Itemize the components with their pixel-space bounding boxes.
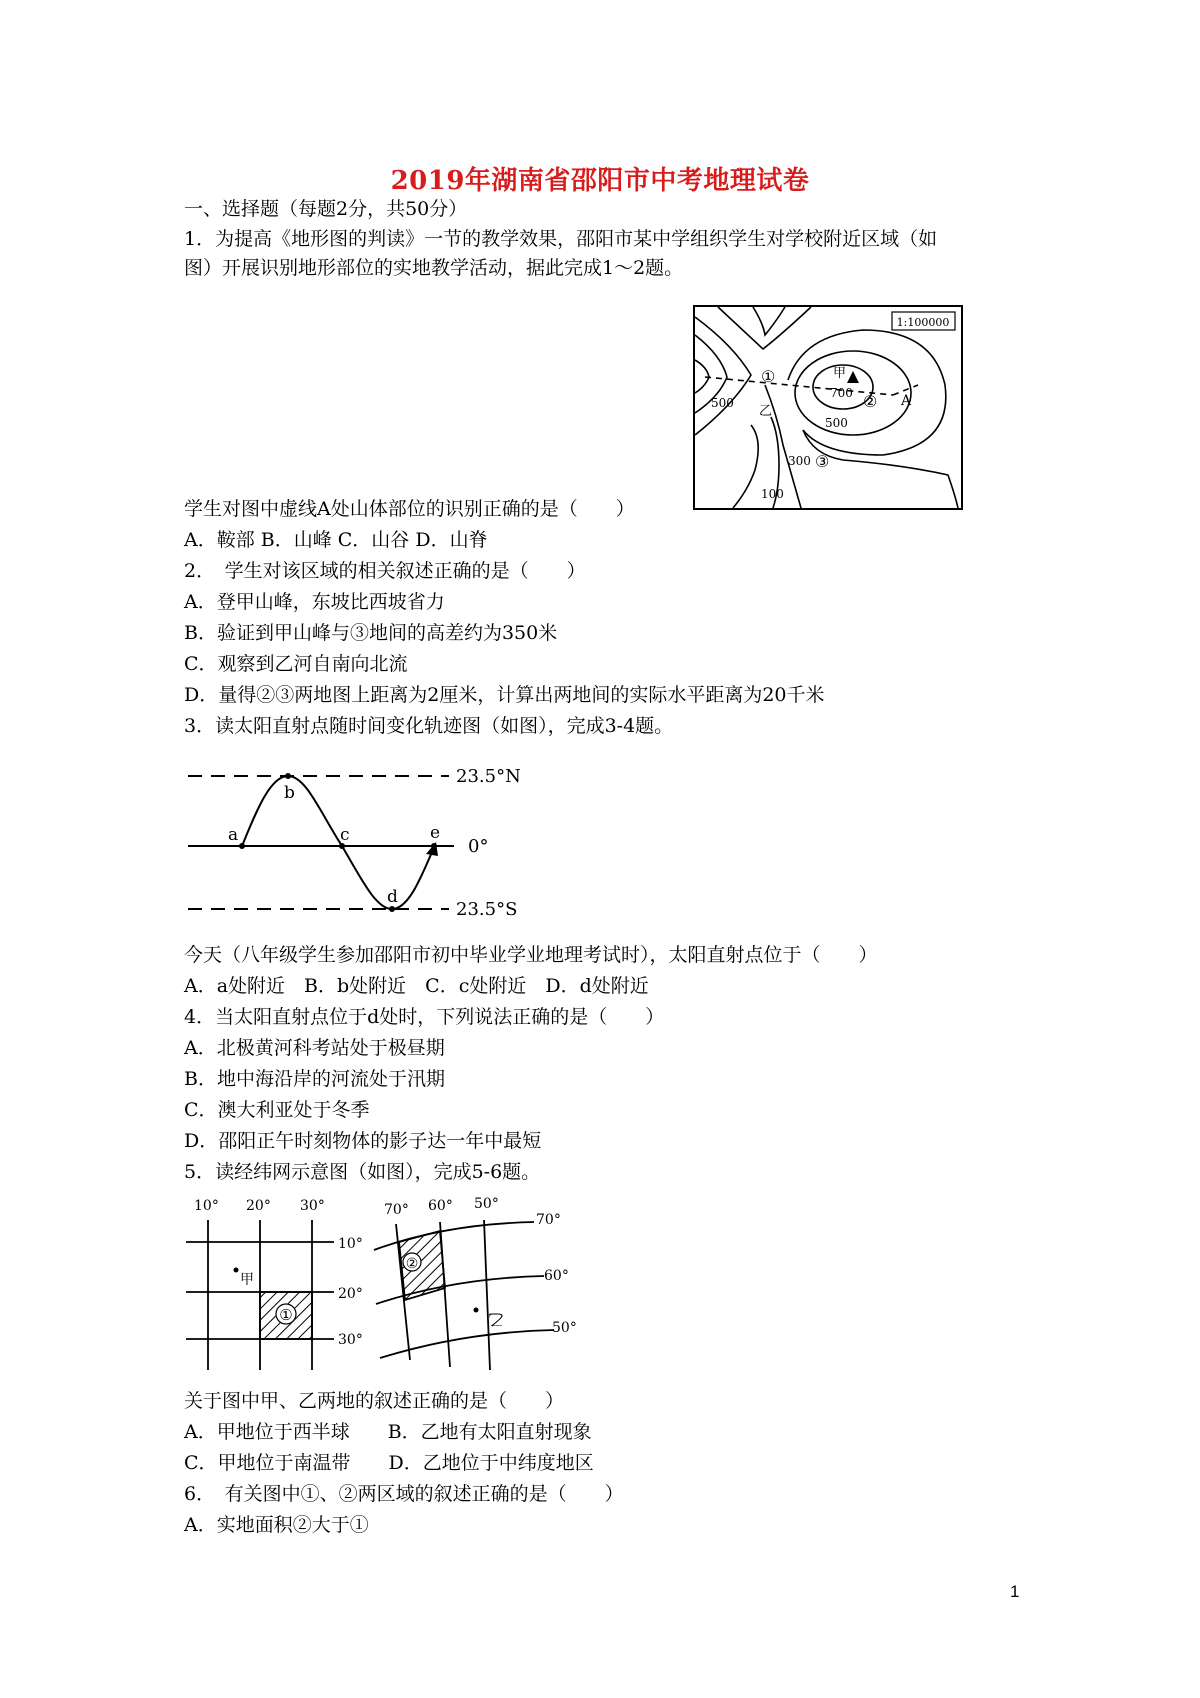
lat-30-label: 30° xyxy=(338,1332,363,1348)
lat-50-label: 50° xyxy=(552,1320,577,1336)
q1-text-line2: 图）开展识别地形部位的实地教学活动，据此完成1～2题。 xyxy=(184,257,684,279)
region-2-label: ② xyxy=(405,1256,419,1272)
lon-30-label: 30° xyxy=(300,1198,325,1214)
lat-60-label: 60° xyxy=(544,1268,569,1284)
line-a-label: A xyxy=(901,393,912,409)
q1-options: A．鞍部 B．山峰 C．山谷 D．山脊 xyxy=(184,529,488,551)
lat-north-label: 23.5°N xyxy=(456,766,521,787)
section-heading: 一、选择题（每题2分，共50分） xyxy=(184,198,468,220)
lat-south-label: 23.5°S xyxy=(456,899,518,917)
contour-700-label: 700 xyxy=(830,386,853,400)
q5-options-cd: C．甲地位于南温带 D．乙地位于中纬度地区 xyxy=(184,1452,594,1474)
contour-500-east-label: 500 xyxy=(825,416,848,430)
point-a-label: a xyxy=(228,825,239,845)
q2-stem: 2． 学生对该区域的相关叙述正确的是（ ） xyxy=(184,560,586,582)
q6-option-a: A．实地面积②大于① xyxy=(184,1514,369,1536)
place-jia-label: 甲 xyxy=(240,1272,254,1288)
peak-jia-label: 甲 xyxy=(833,366,847,381)
place-yi-label: 乙 xyxy=(487,1310,505,1329)
point-3-label: ③ xyxy=(815,452,830,471)
q2-option-a: A．登甲山峰，东坡比西坡省力 xyxy=(184,591,445,613)
q4-stem: 4．当太阳直射点位于d处时，下列说法正确的是（ ） xyxy=(184,1006,665,1028)
q5-stem: 关于图中甲、乙两地的叙述正确的是（ ） xyxy=(184,1390,565,1412)
point-1-label: ① xyxy=(761,367,776,386)
q5-options-ab: A．甲地位于西半球 B．乙地有太阳直射现象 xyxy=(184,1421,592,1443)
q3-stem: 今天（八年级学生参加邵阳市初中毕业学业地理考试时），太阳直射点位于（ ） xyxy=(184,944,878,966)
contour-300-label: 300 xyxy=(788,454,811,468)
lat-70-label: 70° xyxy=(536,1212,561,1228)
lon-10-label: 10° xyxy=(194,1198,219,1214)
q4-option-c: C．澳大利亚处于冬季 xyxy=(184,1099,370,1121)
map-scale: 1:100000 xyxy=(896,316,950,329)
point-b-label: b xyxy=(284,783,295,803)
q1-stem: 学生对图中虚线A处山体部位的识别正确的是（ ） xyxy=(184,498,635,520)
q4-option-d: D．邵阳正午时刻物体的影子达一年中最短 xyxy=(184,1130,542,1152)
q2-option-d: D．量得②③两地图上距离为2厘米，计算出两地间的实际水平距离为20千米 xyxy=(184,684,825,706)
river-yi-label: 乙 xyxy=(759,404,773,419)
region-1-label: ① xyxy=(279,1306,293,1324)
q2-option-b: B．验证到甲山峰与③地间的高差约为350米 xyxy=(184,622,558,644)
q2-option-c: C．观察到乙河自南向北流 xyxy=(184,653,408,675)
lon-70-label: 70° xyxy=(384,1202,409,1218)
q1-text-line1: 1．为提高《地形图的判读》一节的教学效果，邵阳市某中学组织学生对学校附近区域（如 xyxy=(184,228,938,250)
q4-option-a: A．北极黄河科考站处于极昼期 xyxy=(184,1037,445,1059)
lon-60-label: 60° xyxy=(428,1198,453,1214)
lat-20-label: 20° xyxy=(338,1286,363,1302)
topographic-map xyxy=(693,305,963,510)
lon-20-label: 20° xyxy=(246,1198,271,1214)
lat-equator-label: 0° xyxy=(468,836,489,857)
contour-500-west-label: 500 xyxy=(711,396,734,410)
lat-10-label: 10° xyxy=(338,1236,363,1252)
lon-50-label: 50° xyxy=(474,1196,499,1212)
point-2-label: ② xyxy=(863,392,878,411)
point-e-label: e xyxy=(430,823,441,843)
q4-option-b: B．地中海沿岸的河流处于汛期 xyxy=(184,1068,445,1090)
q5-intro: 5．读经纬网示意图（如图），完成5-6题。 xyxy=(184,1161,541,1183)
q3-intro: 3．读太阳直射点随时间变化轨迹图（如图），完成3-4题。 xyxy=(184,715,674,737)
contour-100-label: 100 xyxy=(761,487,784,501)
exam-title: 2019年湖南省邵阳市中考地理试卷 xyxy=(390,166,810,196)
q3-options: A．a处附近 B．b处附近 C．c处附近 D．d处附近 xyxy=(184,975,649,997)
q6-stem: 6． 有关图中①、②两区域的叙述正确的是（ ） xyxy=(184,1483,624,1505)
sun-track-diagram xyxy=(184,752,544,917)
point-d-label: d xyxy=(387,887,398,907)
page-number: 1 xyxy=(1010,1582,1020,1601)
graticule-diagram xyxy=(184,1192,604,1372)
point-c-label: c xyxy=(340,825,350,845)
